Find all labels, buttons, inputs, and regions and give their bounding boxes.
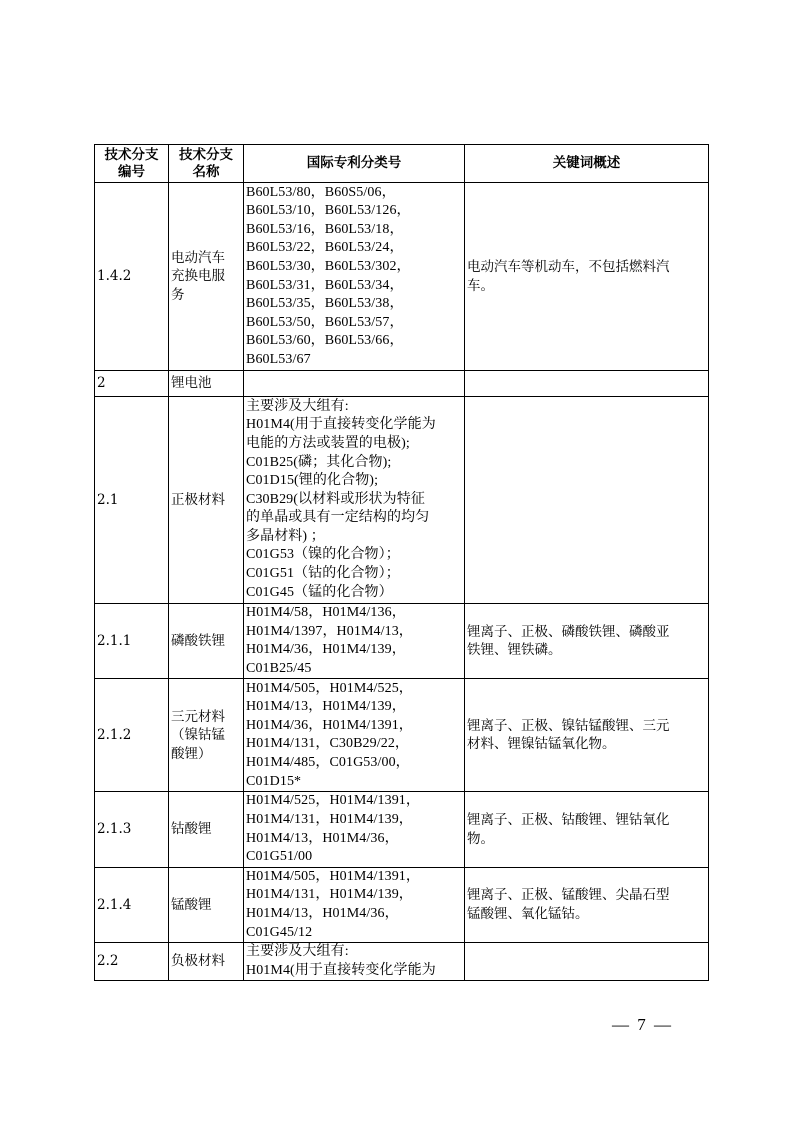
ipc-codes-cell: [244, 371, 465, 397]
ipc-code-line: C01B25/45: [246, 660, 312, 676]
header-branch-code: 技术分支 编号: [95, 145, 169, 183]
keywords-line: 铁锂、锂铁磷。: [467, 642, 562, 659]
ipc-code-line: H01M4/505，H01M4/525，: [246, 680, 413, 696]
ipc-code-line: C01G45/12: [246, 924, 313, 940]
keywords-line: 锂离子、正极、镍钴锰酸锂、三元: [467, 717, 670, 734]
ipc-code-line: C30B29(以材料或形状为特征: [246, 491, 425, 507]
branch-name-cell: [169, 867, 244, 942]
ipc-code-line: C01G45（锰的化合物）: [246, 584, 393, 600]
ipc-code-line: C01D15(锂的化合物);: [246, 473, 379, 489]
branch-name-cell: [169, 183, 244, 371]
keywords-line: 物。: [467, 830, 494, 847]
branch-name-line: 锂电池: [171, 375, 212, 392]
branch-code-cell: 2.1.2: [95, 679, 169, 792]
branch-code-cell: 2.1.3: [95, 792, 169, 867]
ipc-code-line: B60L53/10，B60L53/126，: [246, 203, 411, 219]
ipc-codes-cell: [244, 792, 465, 867]
keywords-cell: [465, 679, 709, 792]
ipc-code-line: B60L53/80，B60S5/06，: [246, 184, 396, 200]
patent-classification-table: [94, 144, 709, 981]
ipc-code-line: H01M4/1397，H01M4/13，: [246, 623, 413, 639]
ipc-code-line: B60L53/60，B60L53/66，: [246, 333, 404, 349]
branch-name-line: 锰酸锂: [171, 896, 212, 913]
branch-name-cell: [169, 679, 244, 792]
branch-name-line: 三元材料: [171, 708, 225, 725]
table-row: [95, 943, 709, 981]
ipc-code-line: 多晶材料) ；: [246, 528, 325, 544]
ipc-code-line: B60L53/67: [246, 351, 311, 367]
keywords-cell: [465, 397, 709, 604]
ipc-code-line: H01M4/13，H01M4/139，: [246, 699, 406, 715]
branch-code-cell: 2.1.1: [95, 604, 169, 679]
ipc-code-line: B60L53/31，B60L53/34，: [246, 277, 404, 293]
branch-name-line: （镍钴锰: [171, 727, 225, 744]
header-keywords: 关键词概述: [465, 145, 709, 183]
branch-name-line: 充换电服: [171, 268, 225, 285]
keywords-cell: [465, 792, 709, 867]
ipc-code-line: C01G51（钴的化合物）；: [246, 566, 400, 582]
branch-name-cell: [169, 943, 244, 981]
ipc-codes-cell: [244, 183, 465, 371]
ipc-code-line: H01M4(用于直接转变化学能为: [246, 962, 436, 978]
keywords-line: 电动汽车等机动车，不包括燃料汽: [467, 259, 670, 275]
branch-name-line: 钴酸锂: [171, 821, 212, 838]
ipc-code-line: H01M4/131，C30B29/22，: [246, 736, 410, 752]
ipc-code-line: H01M4/36，H01M4/1391，: [246, 717, 413, 733]
ipc-code-line: C01G51/00: [246, 849, 313, 865]
ipc-codes-cell: [244, 397, 465, 604]
ipc-code-line: H01M4/485，C01G53/00，: [246, 754, 410, 770]
ipc-code-line: 主要涉及大组有:: [246, 398, 349, 414]
branch-code-cell: 2.2: [95, 943, 169, 981]
keywords-line: 锂离子、正极、磷酸铁锂、磷酸亚: [467, 623, 670, 640]
table-row: [95, 397, 709, 604]
keywords-line: 锂离子、正极、锰酸锂、尖晶石型: [467, 887, 670, 904]
branch-name-line: 酸锂）: [171, 745, 212, 762]
keywords-line: 材料、锂镍钴锰氧化物。: [467, 736, 616, 753]
table-row: [95, 867, 709, 942]
keywords-cell: [465, 183, 709, 371]
ipc-code-line: C01D15*: [246, 773, 302, 789]
branch-code-cell: 2.1: [95, 397, 169, 604]
branch-name-line: 务: [171, 286, 185, 303]
ipc-code-line: B60L53/35，B60L53/38，: [246, 296, 404, 312]
ipc-code-line: H01M4/36，H01M4/139，: [246, 642, 406, 658]
keywords-line: 锂离子、正极、钴酸锂、锂钴氧化: [467, 812, 670, 829]
ipc-code-line: B60L53/30，B60L53/302，: [246, 258, 411, 274]
branch-name-line: 正极材料: [171, 491, 225, 508]
keywords-cell: [465, 943, 709, 981]
branch-name-cell: [169, 397, 244, 604]
keywords-cell: [465, 371, 709, 397]
page-number: — 7 —: [612, 1015, 673, 1034]
ipc-code-line: H01M4/131，H01M4/139，: [246, 887, 413, 903]
branch-name-line: 电动汽车: [171, 249, 225, 266]
ipc-codes-cell: [244, 867, 465, 942]
branch-name-line: 磷酸铁锂: [171, 632, 225, 649]
keywords-line: 锰酸锂、氧化锰钴。: [467, 905, 589, 922]
table-header-row: [95, 145, 709, 183]
ipc-code-line: H01M4/525，H01M4/1391，: [246, 793, 420, 809]
table-row: [95, 679, 709, 792]
ipc-code-line: C01G53（镍的化合物）；: [246, 547, 400, 563]
ipc-code-line: H01M4/131，H01M4/139，: [246, 811, 413, 827]
table-row: [95, 604, 709, 679]
ipc-code-line: B60L53/16，B60L53/18，: [246, 221, 404, 237]
table-row: [95, 183, 709, 371]
branch-name-line: 负极材料: [171, 953, 225, 970]
keywords-line: 车。: [467, 277, 494, 294]
ipc-code-line: B60L53/50，B60L53/57，: [246, 314, 404, 330]
branch-name-cell: [169, 604, 244, 679]
branch-code-cell: 2: [95, 371, 169, 397]
ipc-code-line: H01M4/13，H01M4/36，: [246, 905, 399, 921]
table-row: [95, 792, 709, 867]
ipc-code-line: 主要涉及大组有:: [246, 944, 349, 960]
keywords-cell: [465, 867, 709, 942]
ipc-code-line: 的单晶或具有一定结构的均匀: [246, 510, 430, 526]
ipc-code-line: H01M4(用于直接转变化学能为: [246, 417, 436, 433]
branch-code-cell: 2.1.4: [95, 867, 169, 942]
ipc-code-line: C01B25(磷；其化合物);: [246, 454, 392, 470]
branch-name-cell: [169, 371, 244, 397]
branch-name-cell: [169, 792, 244, 867]
header-ipc: 国际专利分类号: [244, 145, 465, 183]
table-row: [95, 371, 709, 397]
branch-code-cell: 1.4.2: [95, 183, 169, 371]
header-branch-name: 技术分支 名称: [169, 145, 244, 183]
ipc-codes-cell: [244, 604, 465, 679]
keywords-cell: [465, 604, 709, 679]
ipc-codes-cell: [244, 679, 465, 792]
ipc-code-line: 电能的方法或装置的电极);: [246, 435, 410, 451]
ipc-code-line: H01M4/13，H01M4/36，: [246, 830, 399, 846]
ipc-code-line: H01M4/58，H01M4/136，: [246, 605, 406, 620]
ipc-code-line: H01M4/505，H01M4/1391，: [246, 868, 420, 884]
ipc-code-line: B60L53/22，B60L53/24，: [246, 240, 404, 256]
ipc-codes-cell: [244, 943, 465, 981]
